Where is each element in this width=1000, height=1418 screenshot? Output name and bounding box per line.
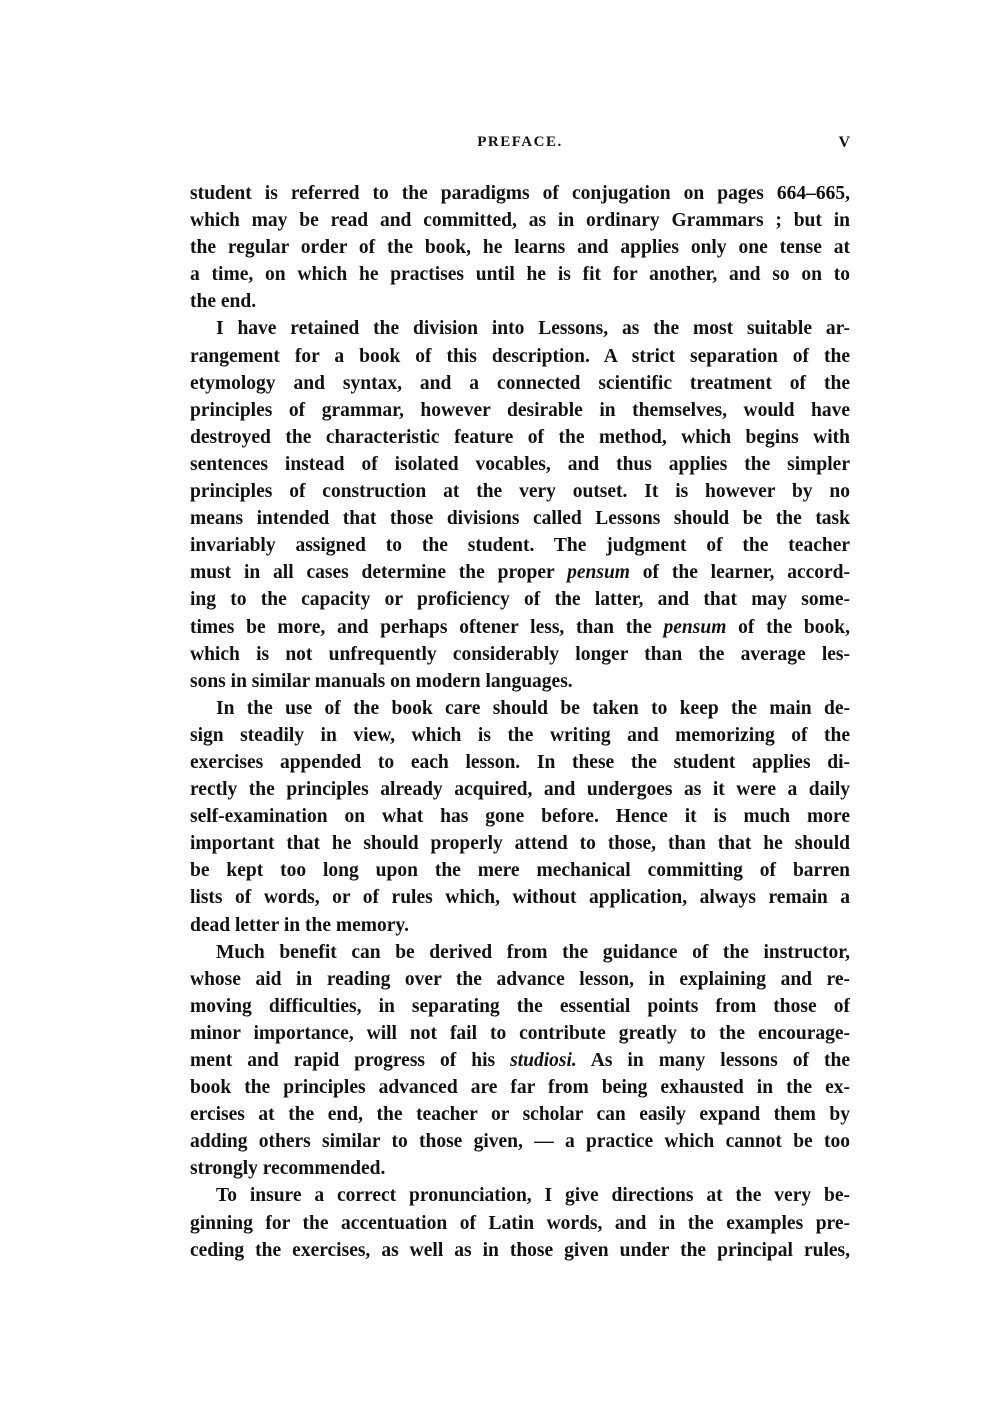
text-line: Much benefit can be derived from the guidance of the instructor, (216, 941, 850, 963)
text-line: be kept too long upon the mere mechanical committing of barren (190, 860, 850, 882)
text-run: of the book, (726, 616, 850, 638)
text-line: ginning for the accentuation of Latin words, and in the examples pre- (190, 1212, 850, 1234)
text-line: principles of grammar, however desirable in themselves, would have (190, 399, 850, 421)
text-line: dead letter in the memory. (190, 914, 409, 936)
text-line: rangement for a book of this description. A strict separation of the (190, 345, 850, 367)
italic-term: pensum (663, 616, 727, 638)
text-line: which is not unfrequently considerably longer than the average les- (190, 643, 850, 665)
text-line: destroyed the characteristic feature of the method, which begins with (190, 426, 850, 448)
text-line: To insure a correct pronunciation, I give directions at the very be- (216, 1185, 850, 1207)
text-line: book the principles advanced are far from being exhausted in the ex- (190, 1077, 850, 1099)
text-line: which may be read and committed, as in ordinary Grammars ; but in (190, 210, 850, 232)
text-line: rectly the principles already acquired, and undergoes as it were a daily (190, 779, 850, 801)
text-line: sons in similar manuals on modern languages. (190, 670, 573, 692)
text-line: a time, on which he practises until he is fit for another, and so on to (190, 264, 850, 286)
text-line: ing to the capacity or proficiency of the latter, and that may some- (190, 589, 850, 611)
text-line: adding others similar to those given, — a practice which cannot be too (190, 1131, 850, 1153)
body-text (190, 180, 850, 1264)
paragraph-4 (190, 939, 850, 1183)
text-line: I have retained the division into Lessons, as the most suitable ar- (216, 318, 850, 340)
text-line: principles of construction at the very outset. It is however by no (190, 481, 850, 503)
text-run: As in many lessons of the (576, 1050, 850, 1071)
text-run: times be more, and perhaps oftener less, than the (190, 616, 664, 638)
running-head (190, 134, 850, 158)
text-line: moving difficulties, in separating the essential points from those of (190, 995, 850, 1017)
text-line: the end. (190, 291, 257, 313)
text-line: self-examination on what has gone before. Hence it is much more (190, 806, 850, 828)
text-line: important that he should properly attend to those, than that he should (190, 833, 850, 855)
page-number: V (838, 134, 850, 151)
text-line: invariably assigned to the student. The judgment of the teacher (190, 535, 850, 557)
text-line: sign steadily in view, which is the writing and memorizing of the (190, 724, 850, 746)
text-line: sentences instead of isolated vocables, and thus applies the simpler (190, 453, 850, 475)
running-title: PREFACE. (477, 134, 563, 150)
text-line: student is referred to the paradigms of conjugation on pages 664–665, (190, 183, 850, 204)
paragraph-3 (190, 695, 850, 939)
text-line: the regular order of the book, he learns and applies only one tense at (190, 237, 850, 259)
italic-term: studiosi. (510, 1050, 577, 1071)
paragraph-2 (190, 315, 850, 694)
text-line: In the use of the book care should be taken to keep the main de- (216, 697, 850, 719)
italic-term: pensum (567, 562, 630, 584)
text-run: ment and rapid progress of his (190, 1050, 511, 1071)
text-line: ceding the exercises, as well as in those given under the principal rules, (190, 1239, 850, 1261)
text-line: minor importance, will not fail to contribute greatly to the encourage- (190, 1022, 850, 1044)
text-line: lists of words, or of rules which, without application, always remain a (190, 887, 850, 909)
text-run: of the learner, accord- (629, 562, 850, 584)
text-line: etymology and syntax, and a connected scientific treatment of the (190, 372, 850, 394)
text-line: strongly recommended. (190, 1158, 386, 1180)
text-line: exercises appended to each lesson. In these the student applies di- (190, 751, 850, 773)
text-line: means intended that those divisions called Lessons should be the task (190, 508, 850, 530)
paragraph-1 (190, 180, 850, 315)
text-line (190, 1047, 850, 1074)
text-run: must in all cases determine the proper (190, 562, 568, 584)
text-line: whose aid in reading over the advance lesson, in explaining and re- (190, 968, 850, 990)
text-line (190, 559, 850, 586)
text-line: ercises at the end, the teacher or scholar can easily expand them by (190, 1104, 850, 1126)
paragraph-5 (190, 1182, 850, 1263)
text-line (190, 614, 850, 641)
